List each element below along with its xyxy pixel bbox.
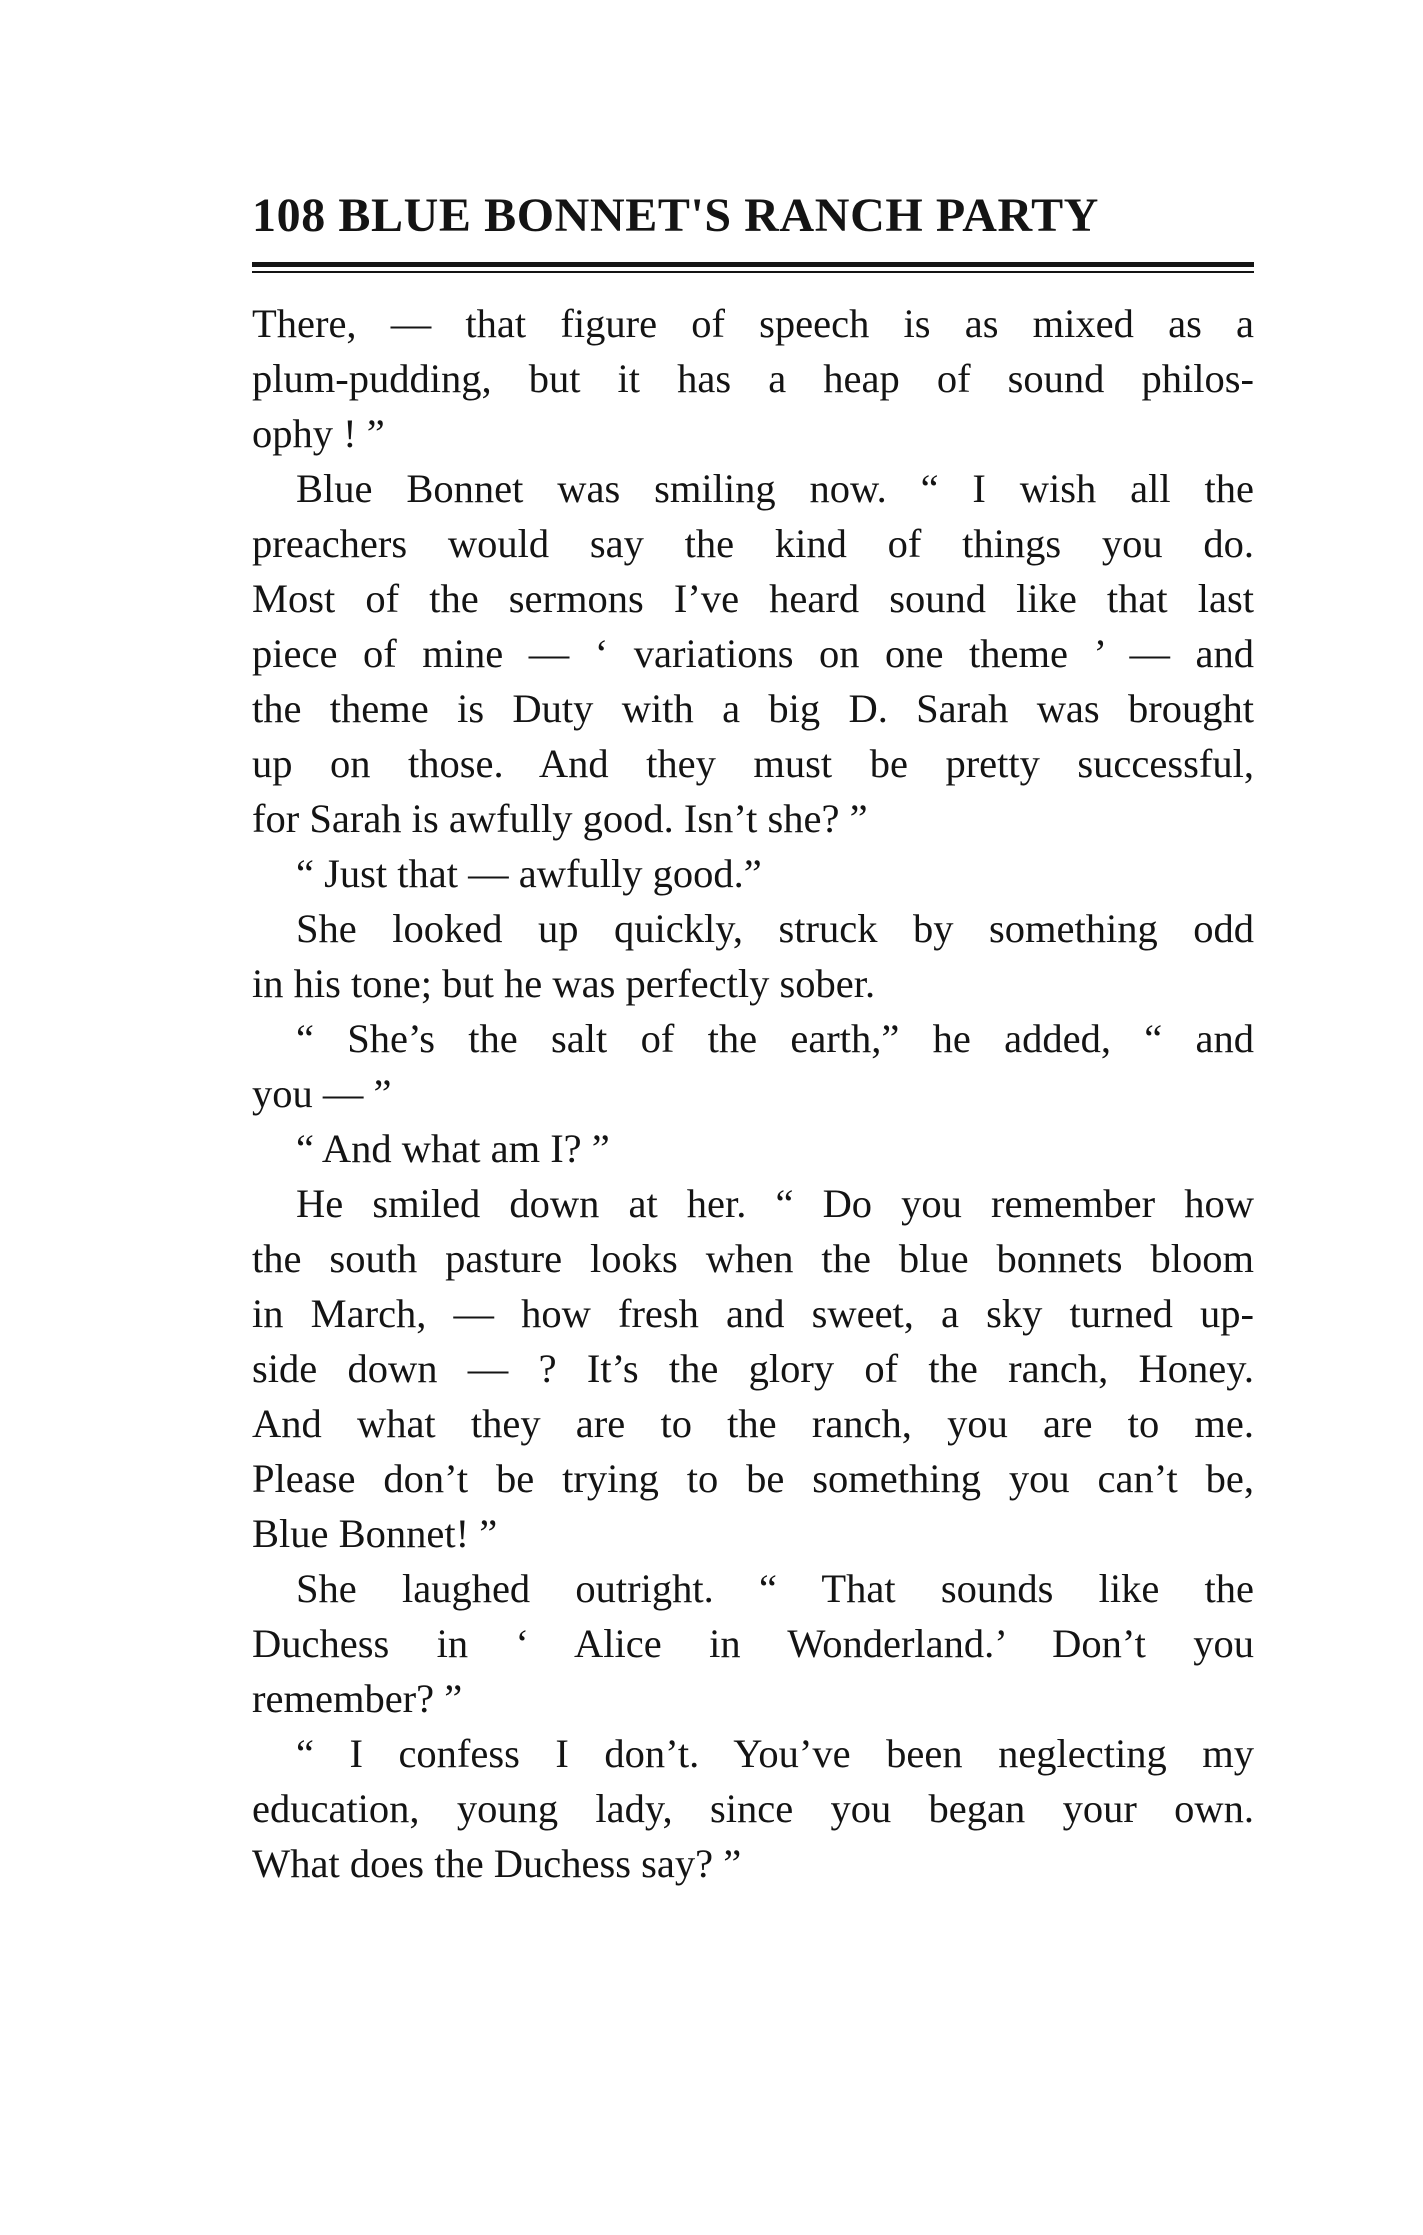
text-line: What does the Duchess say? ” — [252, 1841, 742, 1886]
text-line: “ I confess I don’t. You’ve been neglecting my — [296, 1731, 1254, 1776]
header-rule-thin — [252, 271, 1254, 273]
text-line: the south pasture looks when the blue bonnets bloom — [252, 1236, 1254, 1281]
text-line: education, young lady, since you began your own. — [252, 1786, 1254, 1831]
text-line: “ Just that — awfully good.” — [296, 851, 762, 896]
text-line: Please don’t be trying to be something you can’t be, — [252, 1456, 1254, 1501]
text-line: Blue Bonnet! ” — [252, 1511, 498, 1556]
text-line: Blue Bonnet was smiling now. “ I wish all the — [296, 466, 1254, 511]
text-line: you — ” — [252, 1071, 392, 1116]
text-line: She looked up quickly, struck by something odd — [296, 906, 1254, 951]
text-line: And what they are to the ranch, you are to me. — [252, 1401, 1254, 1446]
text-line: preachers would say the kind of things you do. — [252, 521, 1254, 566]
text-line: up on those. And they must be pretty successful, — [252, 741, 1254, 786]
text-line: plum-pudding, but it has a heap of sound philos- — [252, 356, 1254, 401]
text-line: There, — that figure of speech is as mixed as a — [252, 301, 1254, 346]
text-line: piece of mine — ‘ variations on one theme ’ — and — [252, 631, 1254, 676]
page-number: 108 — [252, 189, 326, 242]
body-text — [252, 296, 1254, 1891]
text-line: in his tone; but he was perfectly sober. — [252, 961, 876, 1006]
text-line: He smiled down at her. “ Do you remember how — [296, 1181, 1254, 1226]
text-line: She laughed outright. “ That sounds like the — [296, 1566, 1254, 1611]
running-head — [252, 186, 1254, 246]
text-line: for Sarah is awfully good. Isn’t she? ” — [252, 796, 868, 841]
text-line: Most of the sermons I’ve heard sound like that last — [252, 576, 1254, 621]
text-line: the theme is Duty with a big D. Sarah was brought — [252, 686, 1254, 731]
book-title: BLUE BONNET'S RANCH PARTY — [338, 189, 1099, 242]
text-line: ophy ! ” — [252, 411, 385, 456]
text-line: “ And what am I? ” — [296, 1126, 610, 1171]
text-line: “ She’s the salt of the earth,” he added, “ and — [296, 1016, 1254, 1061]
text-line: side down — ? It’s the glory of the ranch, Honey. — [252, 1346, 1254, 1391]
text-line: in March, — how fresh and sweet, a sky turned up- — [252, 1291, 1254, 1336]
text-line: Duchess in ‘ Alice in Wonderland.’ Don’t you — [252, 1621, 1254, 1666]
text-line: remember? ” — [252, 1676, 463, 1721]
header-rule-thick — [252, 262, 1254, 267]
